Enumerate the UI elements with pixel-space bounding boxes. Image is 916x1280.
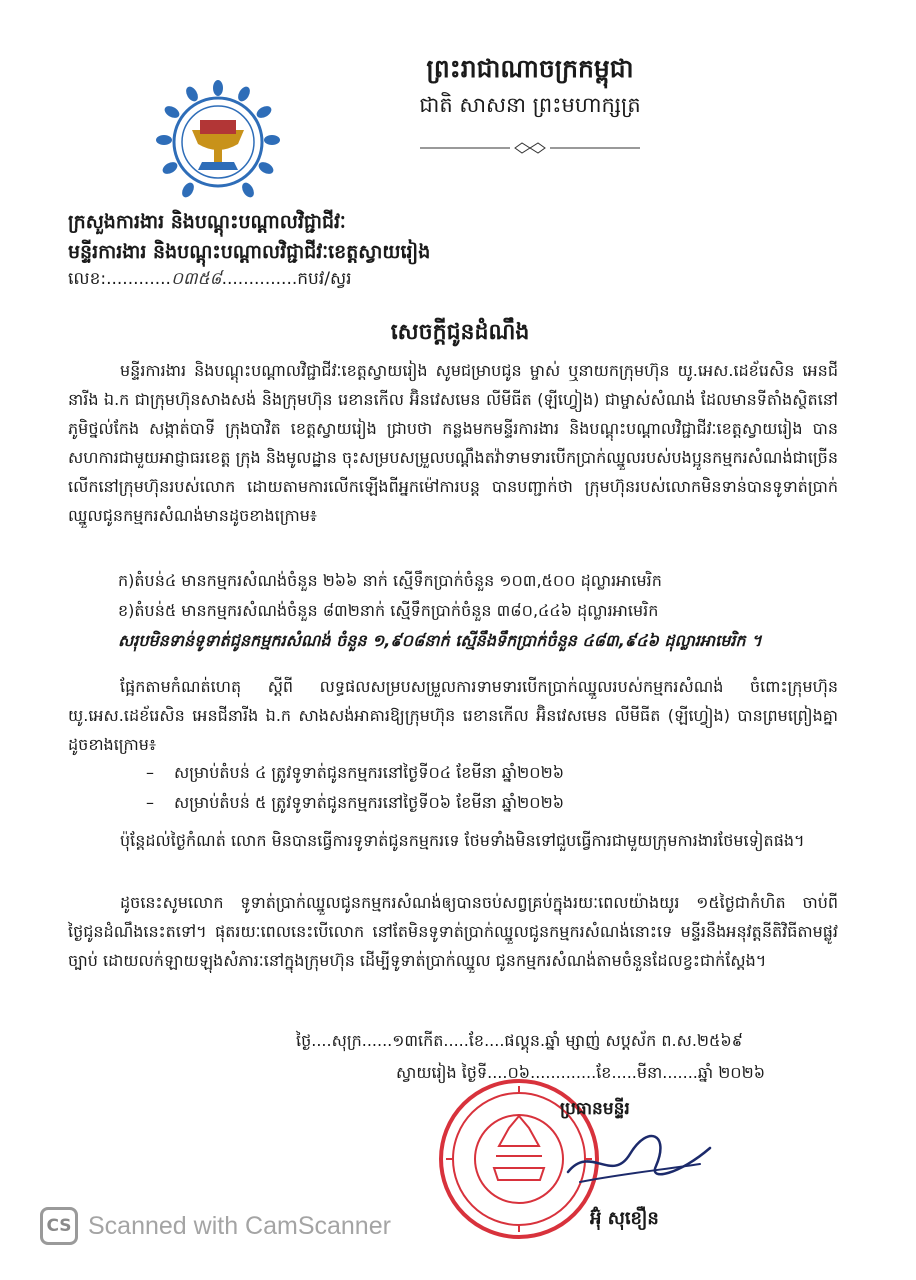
- ref-suffix: ..............កបវ/ស្វរ: [221, 269, 352, 289]
- unpaid-total: សរុបមិនទាន់ទូទាត់ជូនកម្មករសំណង់ ចំនួន ១,៩០៨នាក់ ស្មើនឹងទឹកប្រាក់ចំនួន ៤៨៣,៩៤៦ ដុល្លារអាមេរិក ។: [118, 631, 762, 650]
- camscanner-logo-icon: CS: [40, 1207, 78, 1245]
- list-item: – សម្រាប់តំបន់ ៤ ត្រូវទូទាត់ជូនកម្មករនៅថ្ងៃទី០៤ ខែមីនា ឆ្នាំ២០២៦: [146, 758, 826, 788]
- department-name: មន្ទីរការងារ និងបណ្តុះបណ្តាលវិជ្ជាជីវៈខេត្តស្វាយរៀង: [68, 241, 431, 263]
- date-line: ស្វាយរៀង ថ្ងៃទី....០៦.............ខែ.....មីនា.......ឆ្នាំ ២០២៦: [396, 1063, 766, 1082]
- ministry-name: ក្រសួងការងារ និងបណ្តុះបណ្តាលវិជ្ជាជីវៈ: [68, 211, 346, 233]
- camscanner-watermark: [40, 1206, 391, 1246]
- ref-number: ០៣៥៨: [170, 269, 222, 289]
- signer-name: អ៊ុំ សុខឿន: [590, 1208, 659, 1229]
- ref-prefix: លេខ:............: [68, 269, 171, 289]
- list-item: ខ)តំបន់៥ មានកម្មករសំណង់ចំនួន ៨៣២នាក់ ស្មើទឹកប្រាក់ចំនួន ៣៨០,៤៤៦ ដុល្លារអាមេរិក: [118, 601, 659, 620]
- signatory-position: ប្រធានមន្ទីរ: [560, 1099, 630, 1119]
- payment-schedule-list: [146, 758, 826, 818]
- paragraph-demand: ដូចនេះសូមលោក ទូទាត់ប្រាក់ឈ្នួលជូនកម្មករសំណង់ឲ្យបានចប់សព្វគ្រប់ក្នុងរយៈពេលយ៉ាងយូរ ១៥ថ្ងៃជាកំហិត ចាប់ពីថ្ងៃជូនដំណឹងនេះតទៅ។ ផុតរយៈពេលនេះបើលោក នៅតែមិនទូទាត់ប្រាក់ឈ្នួលជូនកម្មករសំណង់នោះទេ មន្ទីរនឹងអនុវត្តនីតិវិធីតាមផ្លូវច្បាប់ ដោយលក់ឡាយឡុងសំភារៈនៅក្នុងក្រុមហ៊ុន ដើម្បីទូទាត់ប្រាក់ឈ្នួល ជូនកម្មករសំណង់តាមចំនួនដែលខ្វះជាក់ស្តែង។: [68, 893, 838, 970]
- ministry-logo-icon: [152, 80, 284, 212]
- list-item: ក)តំបន់៤ មានកម្មករសំណង់ចំនួន ២៦៦ នាក់ ស្មើទឹកប្រាក់ចំនួន ១០៣,៥០០ ដុល្លារអាមេរិក: [118, 571, 662, 590]
- ornament-divider-icon: [420, 140, 640, 156]
- reference-number-line: [68, 268, 352, 293]
- national-motto: ជាតិ សាសនា ព្រះមហាក្សត្រ: [419, 93, 641, 117]
- paragraph-nonpayment: ប៉ុន្តែដល់ថ្ងៃកំណត់ លោក មិនបានធ្វើការទូទាត់ជូនកម្មករទេ ថែមទាំងមិនទៅជួបធ្វើការជាមួយក្រុមការងារថែមទៀតផង។: [120, 831, 805, 850]
- unpaid-wages-list: [118, 566, 838, 656]
- list-item: – សម្រាប់តំបន់ ៥ ត្រូវទូទាត់ជូនកម្មករនៅថ្ងៃទី០៦ ខែមីនា ឆ្នាំ២០២៦: [146, 788, 826, 818]
- paragraph-agreement: ផ្អែកតាមកំណត់ហេតុ ស្តីពី លទ្ធផលសម្របសម្រួលការទាមទារបើកប្រាក់ឈ្នួលរបស់កម្មករសំណង់ ចំពោះក្រុមហ៊ុន យូ.អេស.ដេខ័រេសិន អេនជីនារីង ឯ.ក សាងសង់អាគារឱ្យក្រុមហ៊ុន រេខានកើល អ៊ិនវេសមេន លីមីធីត (ឡីហ្វៀង) បានព្រមព្រៀងគ្នាដូចខាងក្រោម៖: [68, 677, 838, 754]
- lunar-date-line: ថ្ងៃ....សុក្រ......១៣កើត.....ខែ....ផល្គុន.ឆ្នាំ ម្សាញ់ សប្តស័ក ព.ស.២៥៦៩: [296, 1031, 743, 1050]
- paragraph-intro: មន្ទីរការងារ និងបណ្តុះបណ្តាលវិជ្ជាជីវៈខេត្តស្វាយរៀង សូមជម្រាបជូន ម្ចាស់ ឬនាយកក្រុមហ៊ុន យូ.អេស.ដេខ័រេសិន អេនជីនារីង ឯ.ក ជាក្រុមហ៊ុនសាងសង់ និងក្រុមហ៊ុន រេខានកើល អ៊ិនវេសមេន លីមីធីត (ឡីហ្វៀង) ជាម្ចាស់សំណង់ ដែលមានទីតាំងស្ថិតនៅភូមិថ្នល់កែង សង្កាត់បាទី ក្រុងបាវិត ខេត្តស្វាយរៀង ជ្រាបថា កន្លងមកមន្ទីរការងារ និងបណ្តុះបណ្តាលវិជ្ជាជីវៈខេត្តស្វាយរៀង បានសហការជាមួយអាជ្ញាធរខេត្ត ក្រុង និងមូលដ្ឋាន ចុះសម្របសម្រួលបណ្តឹងតវ៉ាទាមទារបើកប្រាក់ឈ្នួលរបស់បងប្អូនកម្មករសំណង់ជាច្រើនលើកនៅក្រុមហ៊ុនរបស់លោក ដោយតាមការលើកឡើងពីអ្នកម៉ៅការបន្ត បានបញ្ជាក់ថា ក្រុមហ៊ុនរបស់លោកមិនទាន់បានទូទាត់ប្រាក់ឈ្នួលជូនកម្មករសំណង់មានដូចខាងក្រោម៖: [68, 361, 839, 525]
- handwritten-signature-icon: [560, 1124, 720, 1194]
- kingdom-heading: ព្រះរាជាណាចក្រកម្ពុជា: [426, 54, 634, 83]
- watermark-text: Scanned with CamScanner: [88, 1211, 391, 1240]
- document-title: សេចក្តីជូនដំណឹង: [390, 320, 530, 345]
